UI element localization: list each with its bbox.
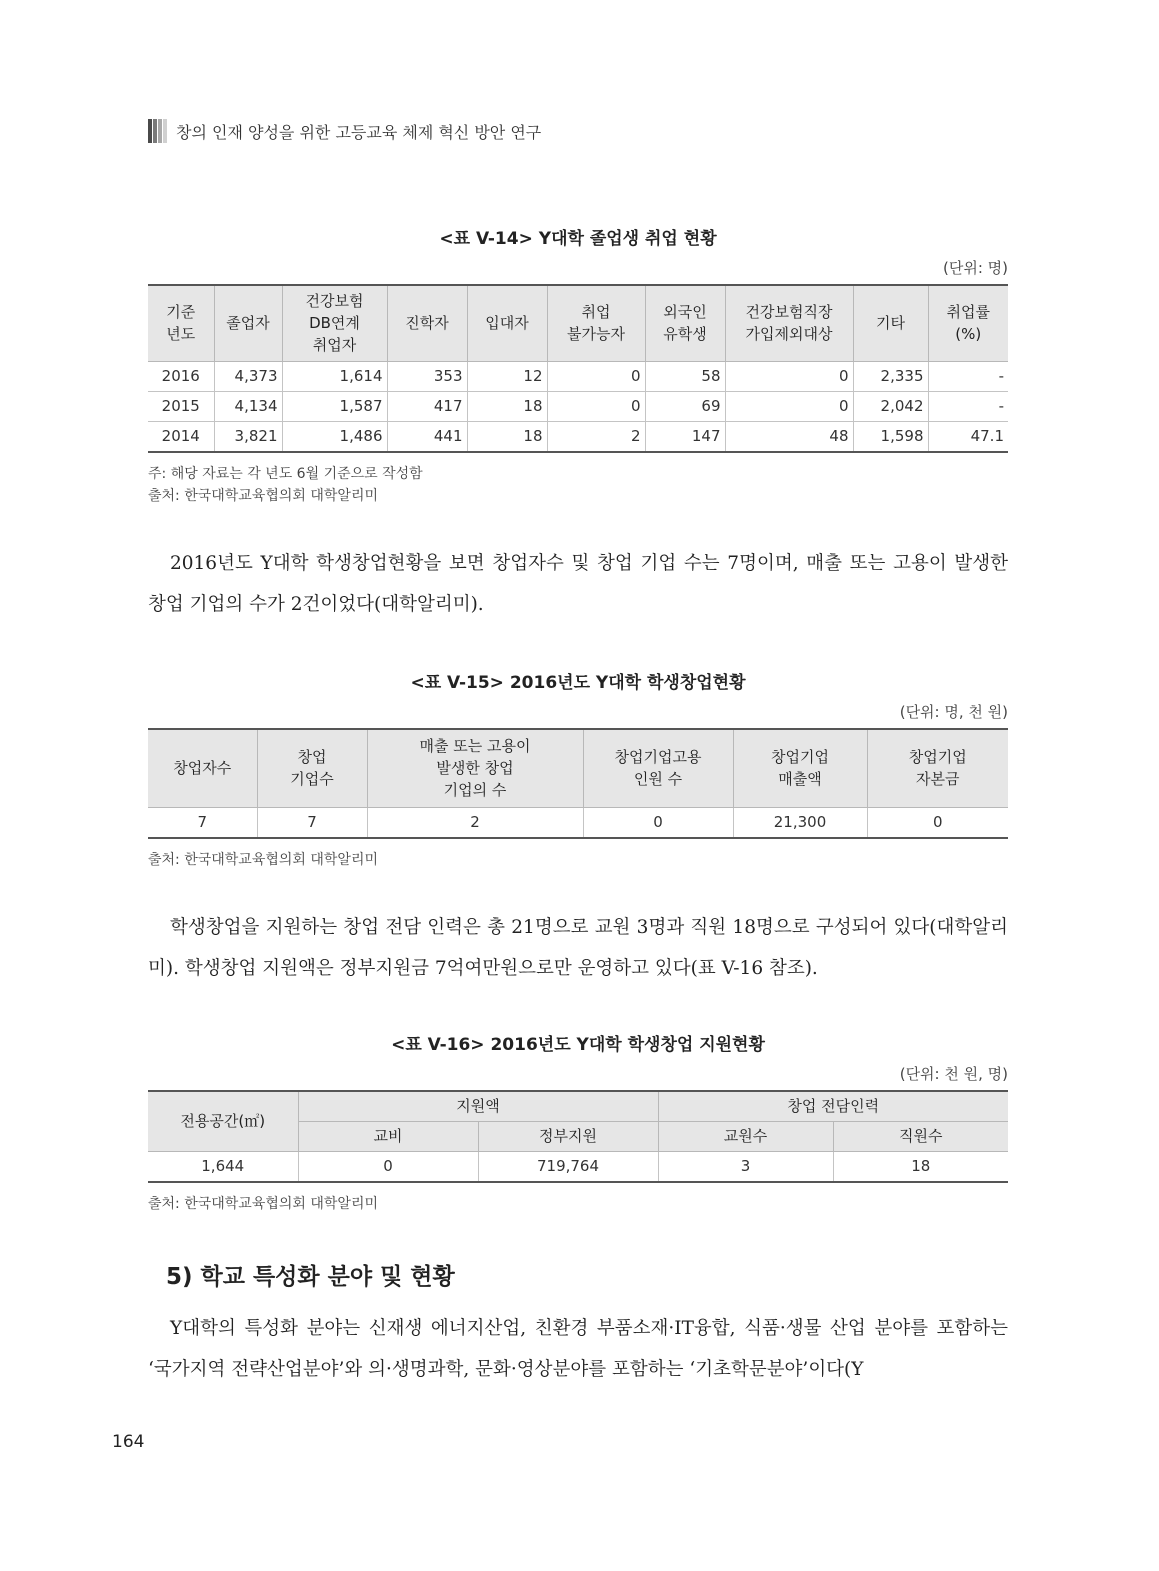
- table1-unit: (단위: 명): [943, 259, 1008, 277]
- header-text-line: 기준: [166, 303, 196, 322]
- paragraph2: [148, 907, 1008, 989]
- header-text-line: 취업: [581, 303, 611, 322]
- header-text-line: 건강보험: [305, 292, 364, 311]
- header-text-line: 매출 또는 고용이: [419, 737, 531, 756]
- table-header-cell: [257, 729, 367, 807]
- table-row: [148, 361, 1008, 391]
- table-cell: 0: [867, 807, 1008, 838]
- table3-header-row-1: [148, 1091, 1008, 1121]
- table-header-cell: [547, 285, 645, 361]
- table2-header-row: [148, 729, 1008, 807]
- table-cell: 7: [148, 807, 257, 838]
- table-cell: 21,300: [733, 807, 867, 838]
- table-cell: 0: [298, 1151, 478, 1182]
- header-text-line: 창업기업고용: [614, 748, 702, 767]
- table-cell: 12: [467, 361, 547, 391]
- table3-caption: <표 V-16> 2016년도 Y대학 학생창업 지원현황: [391, 1035, 765, 1055]
- table-cell: 0: [725, 391, 853, 421]
- table-cell: 2015: [148, 391, 214, 421]
- table-header-cell: [148, 285, 214, 361]
- table-cell: 4,373: [214, 361, 282, 391]
- header-text-line: 유학생: [663, 325, 707, 344]
- table-header-cell: [853, 285, 928, 361]
- table2-source: 출처: 한국대학교육협의회 대학알리미: [148, 851, 379, 868]
- header-text-line: 가입제외대상: [745, 325, 833, 344]
- table3-block: [148, 1030, 1008, 1215]
- header-text-line: 기업수: [290, 770, 334, 789]
- table-cell: 1,614: [282, 361, 387, 391]
- table1-source: 출처: 한국대학교육협의회 대학알리미: [148, 487, 379, 504]
- header-text-line: 창업자수: [173, 759, 232, 778]
- table3-header-space: 전용공간(㎡): [148, 1091, 298, 1151]
- section-heading: 5) 학교 특성화 분야 및 현황: [166, 1264, 455, 1290]
- header-text-line: 불가능자: [567, 325, 625, 344]
- table2-caption: <표 V-15> 2016년도 Y대학 학생창업현황: [410, 673, 746, 693]
- header-text-line: 기타: [876, 314, 905, 333]
- table-header-cell: [867, 729, 1008, 807]
- table1-caption: <표 V-14> Y대학 졸업생 취업 현황: [439, 229, 717, 249]
- table-cell: 18: [467, 391, 547, 421]
- table-header-cell: [467, 285, 547, 361]
- table-cell: 7: [257, 807, 367, 838]
- table-cell: 441: [387, 421, 467, 452]
- table3-unit: (단위: 천 원, 명): [899, 1065, 1008, 1083]
- table-header-cell: [733, 729, 867, 807]
- header-bars-decoration: [148, 119, 168, 143]
- table-header-cell: [645, 285, 725, 361]
- table1-block: [148, 224, 1008, 507]
- table-cell: 18: [833, 1151, 1008, 1182]
- table-header-cell: [387, 285, 467, 361]
- header-text-line: 취업률: [946, 303, 990, 322]
- table-cell: 18: [467, 421, 547, 452]
- table-header-cell: [928, 285, 1008, 361]
- table3: [148, 1090, 1008, 1183]
- table-header-cell: [282, 285, 387, 361]
- header-text-line: 취업자: [312, 336, 357, 355]
- table-cell: 1,644: [148, 1151, 298, 1182]
- table-row: [148, 807, 1008, 838]
- paragraph1: [148, 543, 1008, 625]
- table-row: [148, 421, 1008, 452]
- table-cell: 2,335: [853, 361, 928, 391]
- table-cell: 69: [645, 391, 725, 421]
- table-header-cell: [214, 285, 282, 361]
- table-header-cell: [148, 729, 257, 807]
- header-text-line: 인원 수: [633, 770, 683, 789]
- page-number: 164: [112, 1432, 145, 1452]
- header-text-line: 발생한 창업: [436, 759, 514, 778]
- table-cell: 417: [387, 391, 467, 421]
- table1: [148, 284, 1008, 453]
- table-cell: 2: [367, 807, 583, 838]
- table3-header-staff: 창업 전담인력: [658, 1091, 1008, 1121]
- table1-note: 주: 해당 자료는 각 년도 6월 기준으로 작성함: [148, 465, 423, 482]
- table1-header-row: [148, 285, 1008, 361]
- table-cell: 1,486: [282, 421, 387, 452]
- table-cell: 1,587: [282, 391, 387, 421]
- header-title: 창의 인재 양성을 위한 고등교육 체제 혁신 방안 연구: [176, 122, 542, 142]
- table2-unit: (단위: 명, 천 원): [899, 703, 1008, 721]
- table-cell: 58: [645, 361, 725, 391]
- table3-subheader: 교비: [298, 1121, 478, 1151]
- table-cell: -: [928, 361, 1008, 391]
- table-cell: 2014: [148, 421, 214, 452]
- table-header-cell: [725, 285, 853, 361]
- table-cell: 2016: [148, 361, 214, 391]
- table-cell: -: [928, 391, 1008, 421]
- paragraph1-text: 2016년도 Y대학 학생창업현황을 보면 창업자수 및 창업 기업 수는 7명이며, 매출 또는 고용이 발생한 창업 기업의 수가 2건이었다(대학알리미).: [148, 553, 1008, 615]
- table-row: [148, 1151, 1008, 1182]
- header-text-line: (%): [955, 325, 982, 344]
- paragraph3-text: Y대학의 특성화 분야는 신재생 에너지산업, 친환경 부품소재·IT융합, 식품·생물 산업 분야를 포함하는 ‘국가지역 전략산업분야’와 의·생명과학, 문화·영상분야를 포함하는 ‘기초학문분야’이다(Y: [148, 1318, 1008, 1380]
- header-text-line: 매출액: [778, 770, 822, 789]
- table3-subheader: 교원수: [658, 1121, 833, 1151]
- table2-body: [148, 807, 1008, 838]
- table3-source: 출처: 한국대학교육협의회 대학알리미: [148, 1195, 379, 1212]
- table3-subheader: 정부지원: [478, 1121, 658, 1151]
- running-header: [148, 118, 541, 144]
- table2: [148, 728, 1008, 839]
- table-cell: 719,764: [478, 1151, 658, 1182]
- table-cell: 4,134: [214, 391, 282, 421]
- table-cell: 147: [645, 421, 725, 452]
- table-cell: 2: [547, 421, 645, 452]
- paragraph3: [148, 1308, 1008, 1390]
- table-cell: 0: [547, 391, 645, 421]
- table-cell: 0: [583, 807, 733, 838]
- table-header-cell: [367, 729, 583, 807]
- paragraph2-text: 학생창업을 지원하는 창업 전담 인력은 총 21명으로 교원 3명과 직원 18명으로 구성되어 있다(대학알리미). 학생창업 지원액은 정부지원금 7억여만원으로만 운영하고 있다(표 V-16 참조).: [148, 917, 1008, 979]
- header-text-line: 진학자: [405, 314, 449, 333]
- table-cell: 48: [725, 421, 853, 452]
- table-cell: 47.1: [928, 421, 1008, 452]
- table1-body: [148, 361, 1008, 452]
- table-cell: 1,598: [853, 421, 928, 452]
- header-text-line: 기업의 수: [443, 781, 507, 800]
- header-text-line: DB연계: [309, 314, 360, 333]
- table2-block: [148, 668, 1008, 871]
- table3-header-support: 지원액: [298, 1091, 658, 1121]
- table3-subheader: 직원수: [833, 1121, 1008, 1151]
- table-cell: 3: [658, 1151, 833, 1182]
- header-text-line: 년도: [166, 325, 196, 344]
- header-text-line: 졸업자: [226, 314, 270, 333]
- header-text-line: 입대자: [485, 314, 529, 333]
- header-text-line: 창업: [297, 748, 327, 767]
- table-cell: 3,821: [214, 421, 282, 452]
- header-text-line: 창업기업: [908, 748, 967, 767]
- header-text-line: 창업기업: [771, 748, 829, 767]
- header-text-line: 외국인: [663, 303, 707, 322]
- header-text-line: 자본금: [916, 770, 960, 789]
- table-cell: 0: [547, 361, 645, 391]
- table-row: [148, 391, 1008, 421]
- header-text-line: 건강보험직장: [745, 303, 833, 322]
- table-header-cell: [583, 729, 733, 807]
- table-cell: 2,042: [853, 391, 928, 421]
- table-cell: 0: [725, 361, 853, 391]
- table-cell: 353: [387, 361, 467, 391]
